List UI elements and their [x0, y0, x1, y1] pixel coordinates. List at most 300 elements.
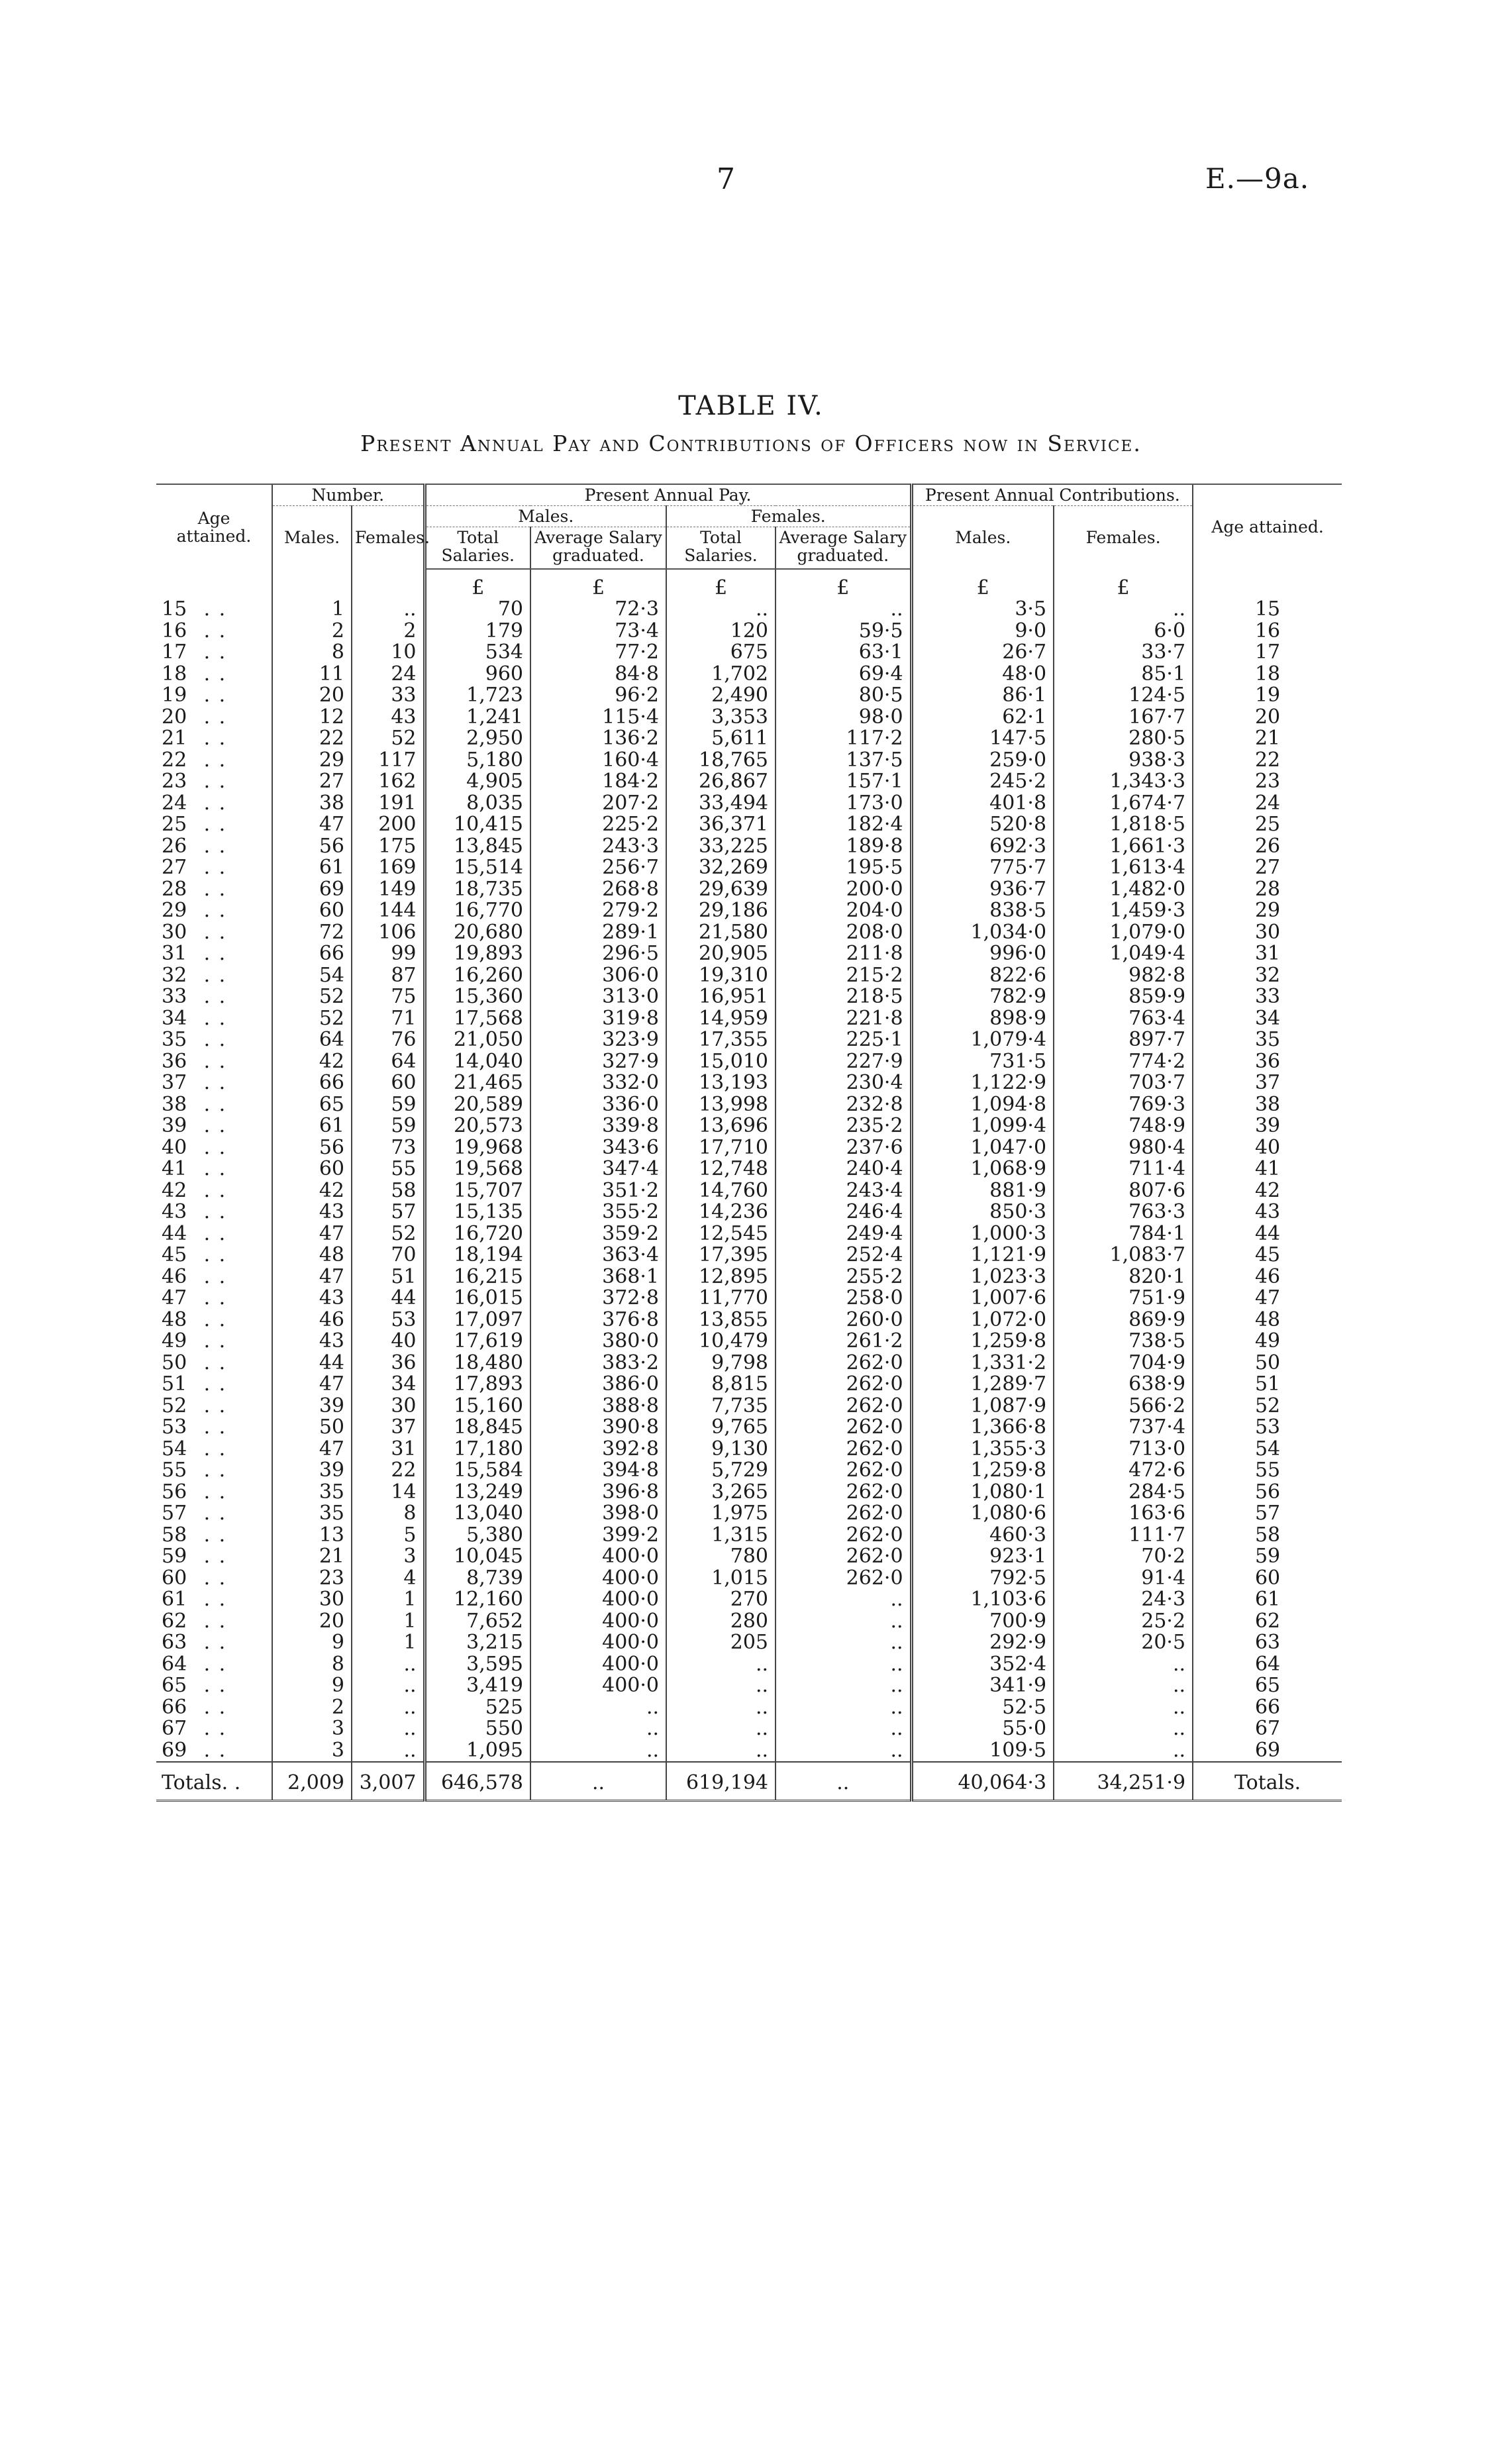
age-value: 67: [162, 1717, 187, 1740]
females-total-salaries-cell: 7,735: [666, 1396, 776, 1417]
males-count-cell: 56: [272, 836, 352, 858]
age-cell-right: 28: [1193, 879, 1342, 901]
age-cell: [156, 621, 272, 642]
males-contribution-cell: 1,079·4: [911, 1029, 1054, 1051]
males-average-salary-cell: 400·0: [530, 1568, 666, 1590]
age-value: 56: [162, 1480, 187, 1504]
age-cell: [156, 1374, 272, 1396]
females-average-salary-cell: ..: [776, 1740, 911, 1763]
females-contribution-cell: 1,613·4: [1054, 857, 1193, 879]
age-value: 29: [162, 899, 187, 922]
age-value: 25: [162, 813, 187, 836]
females-count-cell: ..: [352, 599, 425, 621]
males-total-salaries-cell: 534: [425, 642, 530, 664]
leader-dots: . .: [203, 1502, 227, 1525]
table-row: [156, 1740, 1342, 1763]
males-total-salaries-cell: 8,739: [425, 1568, 530, 1590]
males-average-salary-cell: 313·0: [530, 986, 666, 1008]
males-contribution-cell: 55·0: [911, 1718, 1054, 1740]
females-count-cell: 58: [352, 1180, 425, 1202]
age-cell-right: 48: [1193, 1309, 1342, 1331]
unit-label: £: [666, 569, 776, 599]
table-row: [156, 1094, 1342, 1116]
age-cell: [156, 1718, 272, 1740]
females-count-cell: 36: [352, 1353, 425, 1374]
females-average-salary-cell: 80·5: [776, 685, 911, 707]
males-contribution-cell: 850·3: [911, 1202, 1054, 1223]
males-average-salary-cell: 339·8: [530, 1115, 666, 1137]
males-contribution-cell: 775·7: [911, 857, 1054, 879]
males-average-salary-cell: 289·1: [530, 922, 666, 944]
males-total-salaries-cell: 19,893: [425, 943, 530, 965]
females-total-salaries-cell: 3,265: [666, 1482, 776, 1504]
leader-dots: . .: [203, 1200, 227, 1223]
age-cell-right: 36: [1193, 1051, 1342, 1073]
age-value: 26: [162, 834, 187, 858]
males-contribution-cell: 460·3: [911, 1525, 1054, 1547]
males-average-salary-cell: 394·8: [530, 1460, 666, 1482]
age-attained-header: Age attained.: [156, 484, 272, 569]
males-average-salary-cell: 160·4: [530, 750, 666, 772]
males-average-salary-cell: 399·2: [530, 1525, 666, 1547]
table-row: [156, 1439, 1342, 1461]
table-row: [156, 621, 1342, 642]
males-total-salaries-cell: 17,893: [425, 1374, 530, 1396]
pay-males-header: Males.: [425, 506, 666, 527]
age-value: 34: [162, 1006, 187, 1030]
males-total-salaries-cell: 20,573: [425, 1115, 530, 1137]
males-average-salary-cell: 136·2: [530, 728, 666, 750]
age-value: 42: [162, 1178, 187, 1202]
females-contribution-cell: 703·7: [1054, 1072, 1193, 1094]
males-contribution-cell: 1,007·6: [911, 1288, 1054, 1309]
males-average-salary-cell: 400·0: [530, 1632, 666, 1654]
age-cell-right: 55: [1193, 1460, 1342, 1482]
females-total-salaries-cell: ..: [666, 599, 776, 621]
age-cell-right: 67: [1193, 1718, 1342, 1740]
females-contribution-cell: 1,083·7: [1054, 1245, 1193, 1266]
females-average-salary-cell: 262·0: [776, 1460, 911, 1482]
age-cell-right: 40: [1193, 1137, 1342, 1159]
females-contribution-cell: 711·4: [1054, 1158, 1193, 1180]
females-average-salary-cell: ..: [776, 1632, 911, 1654]
age-value: 49: [162, 1329, 187, 1353]
leader-dots: . .: [203, 1631, 227, 1654]
table-row: [156, 1223, 1342, 1245]
age-cell-right: 63: [1193, 1632, 1342, 1654]
table-row: [156, 685, 1342, 707]
leader-dots: . .: [203, 813, 227, 836]
males-average-salary-cell: 383·2: [530, 1353, 666, 1374]
document-reference: E.—9a.: [1205, 162, 1310, 195]
females-count-cell: 106: [352, 922, 425, 944]
males-count-cell: 43: [272, 1331, 352, 1353]
age-cell: [156, 1482, 272, 1504]
males-average-salary-cell: 279·2: [530, 900, 666, 922]
males-total-salaries-cell: 15,514: [425, 857, 530, 879]
age-cell: [156, 1309, 272, 1331]
males-contribution-cell: 62·1: [911, 707, 1054, 729]
males-contribution-cell: 792·5: [911, 1568, 1054, 1590]
table-row: [156, 922, 1342, 944]
males-total-salaries-cell: 21,465: [425, 1072, 530, 1094]
males-salaries-total: 646,578: [425, 1762, 530, 1801]
age-cell: [156, 1245, 272, 1266]
males-count-cell: 12: [272, 707, 352, 729]
age-cell: [156, 1654, 272, 1676]
leader-dots: . .: [203, 1286, 227, 1309]
females-total-salaries-cell: 1,315: [666, 1525, 776, 1547]
males-average-salary-cell: 359·2: [530, 1223, 666, 1245]
table-row: [156, 1051, 1342, 1073]
females-average-salary-cell: ..: [776, 1718, 911, 1740]
females-total-salaries-cell: 13,193: [666, 1072, 776, 1094]
males-contribution-cell: 731·5: [911, 1051, 1054, 1073]
age-value: 18: [162, 662, 187, 686]
leader-dots: . .: [203, 1308, 227, 1331]
females-contribution-cell: 820·1: [1054, 1266, 1193, 1288]
males-total-salaries-cell: 2,950: [425, 728, 530, 750]
females-total-salaries-cell: 17,395: [666, 1245, 776, 1266]
females-contribution-cell: 163·6: [1054, 1503, 1193, 1525]
leader-dots: . .: [203, 963, 227, 987]
table-row: [156, 836, 1342, 858]
males-contribution-cell: 1,103·6: [911, 1589, 1054, 1611]
females-count-cell: 5: [352, 1525, 425, 1547]
females-total-salaries-cell: 21,580: [666, 922, 776, 944]
table-row: [156, 771, 1342, 793]
males-count-cell: 13: [272, 1525, 352, 1547]
females-count-cell: 34: [352, 1374, 425, 1396]
age-cell: [156, 857, 272, 879]
females-total-salaries-header: Total Salaries.: [666, 527, 776, 570]
males-count-cell: 35: [272, 1482, 352, 1504]
age-cell-right: 53: [1193, 1417, 1342, 1439]
age-cell-right: 21: [1193, 728, 1342, 750]
leader-dots: . .: [203, 877, 227, 901]
age-value: 47: [162, 1286, 187, 1309]
leader-dots: . .: [203, 834, 227, 858]
females-average-salary-cell: 252·4: [776, 1245, 911, 1266]
age-cell: [156, 814, 272, 836]
males-average-salary-cell: 351·2: [530, 1180, 666, 1202]
males-contribution-cell: 1,099·4: [911, 1115, 1054, 1137]
males-count-cell: 8: [272, 1654, 352, 1676]
age-cell-right: 24: [1193, 793, 1342, 815]
females-average-salary-cell: 173·0: [776, 793, 911, 815]
leader-dots: . .: [203, 1178, 227, 1202]
age-cell: [156, 1008, 272, 1030]
females-contribution-cell: 70·2: [1054, 1546, 1193, 1568]
males-contribution-cell: 1,121·9: [911, 1245, 1054, 1266]
age-cell-right: 18: [1193, 664, 1342, 686]
males-total-salaries-cell: 15,584: [425, 1460, 530, 1482]
females-contribution-cell: 20·5: [1054, 1632, 1193, 1654]
females-average-salary-cell: 69·4: [776, 664, 911, 686]
females-contribution-cell: 807·6: [1054, 1180, 1193, 1202]
females-total-salaries-cell: 13,696: [666, 1115, 776, 1137]
males-total-salaries-cell: 18,845: [425, 1417, 530, 1439]
males-total-salaries-cell: 17,097: [425, 1309, 530, 1331]
males-average-salary-cell: 400·0: [530, 1675, 666, 1697]
age-value: 22: [162, 748, 187, 772]
totals-label-right: Totals.: [1193, 1762, 1342, 1801]
males-contribution-cell: 1,000·3: [911, 1223, 1054, 1245]
leader-dots: . .: [203, 1674, 227, 1697]
leader-dots: . .: [203, 899, 227, 922]
age-value: 57: [162, 1502, 187, 1525]
females-average-salary-cell: 262·0: [776, 1374, 911, 1396]
males-contribution-cell: 936·7: [911, 879, 1054, 901]
age-cell: [156, 1611, 272, 1633]
males-count-cell: 52: [272, 1008, 352, 1030]
females-count-cell: 22: [352, 1460, 425, 1482]
age-cell-right: 66: [1193, 1697, 1342, 1719]
number-header: Number.: [272, 484, 425, 506]
table-row: [156, 1546, 1342, 1568]
females-contribution-cell: 1,661·3: [1054, 836, 1193, 858]
males-count-cell: 39: [272, 1460, 352, 1482]
males-total-salaries-cell: 17,568: [425, 1008, 530, 1030]
females-total-salaries-cell: 9,130: [666, 1439, 776, 1461]
males-count-cell: 72: [272, 922, 352, 944]
males-total-salaries-cell: 3,215: [425, 1632, 530, 1654]
males-count-cell: 2: [272, 1697, 352, 1719]
age-value: 59: [162, 1545, 187, 1568]
table-row: [156, 1611, 1342, 1633]
males-total-salaries-cell: 13,040: [425, 1503, 530, 1525]
leader-dots: . .: [203, 1523, 227, 1547]
males-total-salaries-cell: 10,045: [425, 1546, 530, 1568]
males-average-salary-cell: 400·0: [530, 1589, 666, 1611]
males-total-salaries-cell: 1,723: [425, 685, 530, 707]
females-average-salary-cell: 262·0: [776, 1417, 911, 1439]
age-value: 55: [162, 1459, 187, 1482]
females-contribution-cell: 980·4: [1054, 1137, 1193, 1159]
females-count-cell: 59: [352, 1094, 425, 1116]
males-total-salaries-cell: 12,160: [425, 1589, 530, 1611]
leader-dots: . .: [203, 1028, 227, 1051]
age-cell: [156, 1740, 272, 1763]
females-average-salary-cell: 221·8: [776, 1008, 911, 1030]
age-cell: [156, 900, 272, 922]
males-average-salary-cell: 73·4: [530, 621, 666, 642]
contrib-females-header: Females.: [1054, 506, 1193, 570]
females-count-cell: 51: [352, 1266, 425, 1288]
females-average-salary-cell: 249·4: [776, 1223, 911, 1245]
females-total-salaries-cell: 2,490: [666, 685, 776, 707]
age-cell-right: 19: [1193, 685, 1342, 707]
leader-dots: . .: [203, 920, 227, 944]
females-contribution-cell: ..: [1054, 1654, 1193, 1676]
females-total-salaries-cell: 5,729: [666, 1460, 776, 1482]
males-count-cell: 47: [272, 1223, 352, 1245]
females-count-cell: ..: [352, 1675, 425, 1697]
males-count-cell: 8: [272, 642, 352, 664]
age-cell-right: 45: [1193, 1245, 1342, 1266]
males-total-salaries-cell: 15,160: [425, 1396, 530, 1417]
females-count-cell: ..: [352, 1654, 425, 1676]
females-total-salaries-cell: 780: [666, 1546, 776, 1568]
leader-dots: . .: [203, 1459, 227, 1482]
table-row: [156, 1137, 1342, 1159]
males-total-salaries-cell: 525: [425, 1697, 530, 1719]
males-count-cell: 56: [272, 1137, 352, 1159]
males-total-salaries-cell: 19,968: [425, 1137, 530, 1159]
age-cell: [156, 599, 272, 621]
leader-dots: . .: [203, 684, 227, 707]
totals-row: [156, 1762, 1342, 1801]
males-count-cell: 3: [272, 1740, 352, 1763]
females-count-cell: 31: [352, 1439, 425, 1461]
age-value: 60: [162, 1566, 187, 1590]
leader-dots: . .: [203, 619, 227, 642]
females-total-salaries-cell: 120: [666, 621, 776, 642]
age-cell-right: 49: [1193, 1331, 1342, 1353]
females-contribution-cell: 1,459·3: [1054, 900, 1193, 922]
table-row: [156, 943, 1342, 965]
females-count-cell: 60: [352, 1072, 425, 1094]
males-total-salaries-header: Total Salaries.: [425, 527, 530, 570]
age-cell: [156, 1223, 272, 1245]
age-value: 23: [162, 770, 187, 793]
males-average-salary-cell: ..: [530, 1697, 666, 1719]
females-contribution-cell: 167·7: [1054, 707, 1193, 729]
age-cell: [156, 1589, 272, 1611]
age-cell: [156, 1115, 272, 1137]
leader-dots: . .: [203, 1092, 227, 1116]
females-count-cell: 71: [352, 1008, 425, 1030]
age-value: 27: [162, 856, 187, 879]
females-contribution-cell: 25·2: [1054, 1611, 1193, 1633]
males-contribution-cell: 881·9: [911, 1180, 1054, 1202]
males-average-salary-cell: 184·2: [530, 771, 666, 793]
age-value: 53: [162, 1415, 187, 1439]
age-cell: [156, 1697, 272, 1719]
females-count-cell: 44: [352, 1288, 425, 1309]
leader-dots: . .: [203, 1135, 227, 1159]
males-count-cell: 60: [272, 900, 352, 922]
males-average-salary-cell: 225·2: [530, 814, 666, 836]
males-total-salaries-cell: 7,652: [425, 1611, 530, 1633]
table-row: [156, 1654, 1342, 1676]
males-count-total: 2,009: [272, 1762, 352, 1801]
males-count-cell: 66: [272, 1072, 352, 1094]
table-row: [156, 599, 1342, 621]
leader-dots: . .: [203, 856, 227, 879]
females-average-salary-cell: 246·4: [776, 1202, 911, 1223]
males-contribution-cell: 147·5: [911, 728, 1054, 750]
leader-dots: . .: [203, 1329, 227, 1353]
age-cell-right: 51: [1193, 1374, 1342, 1396]
males-average-salary-cell: 355·2: [530, 1202, 666, 1223]
females-total-salaries-cell: 29,639: [666, 879, 776, 901]
table-row: [156, 1353, 1342, 1374]
females-contribution-cell: 1,049·4: [1054, 943, 1193, 965]
age-cell: [156, 1202, 272, 1223]
males-average-salary-cell: ..: [530, 1740, 666, 1763]
females-average-salary-cell: 195·5: [776, 857, 911, 879]
females-average-salary-cell: ..: [776, 1675, 911, 1697]
table-row: [156, 1396, 1342, 1417]
females-contribution-cell: 124·5: [1054, 685, 1193, 707]
females-contribution-cell: ..: [1054, 599, 1193, 621]
females-average-salary-cell: 208·0: [776, 922, 911, 944]
males-average-salary-cell: 72·3: [530, 599, 666, 621]
table-row: [156, 1266, 1342, 1288]
males-count-cell: 42: [272, 1051, 352, 1073]
age-cell: [156, 986, 272, 1008]
females-contribution-cell: 737·4: [1054, 1417, 1193, 1439]
males-contribution-cell: 1,080·6: [911, 1503, 1054, 1525]
table-row: [156, 1072, 1342, 1094]
males-count-cell: 69: [272, 879, 352, 901]
age-value: 45: [162, 1243, 187, 1266]
males-total-salaries-cell: 5,180: [425, 750, 530, 772]
males-average-salary-cell: 380·0: [530, 1331, 666, 1353]
females-total-salaries-cell: ..: [666, 1718, 776, 1740]
age-cell: [156, 728, 272, 750]
age-cell-right: 38: [1193, 1094, 1342, 1116]
females-total-salaries-cell: 14,236: [666, 1202, 776, 1223]
females-total-salaries-cell: 17,355: [666, 1029, 776, 1051]
females-total-salaries-cell: ..: [666, 1740, 776, 1763]
females-salaries-total: 619,194: [666, 1762, 776, 1801]
males-count-cell: 60: [272, 1158, 352, 1180]
age-cell: [156, 1094, 272, 1116]
leader-dots: . .: [203, 1351, 227, 1374]
females-total-salaries-cell: 33,225: [666, 836, 776, 858]
females-count-cell: ..: [352, 1697, 425, 1719]
males-contribution-cell: 1,259·8: [911, 1460, 1054, 1482]
units-row: [156, 569, 1342, 599]
females-count-cell: 169: [352, 857, 425, 879]
females-contribution-cell: 763·3: [1054, 1202, 1193, 1223]
age-cell-right: 33: [1193, 986, 1342, 1008]
females-average-salary-cell: 230·4: [776, 1072, 911, 1094]
females-contributions-total: 34,251·9: [1054, 1762, 1193, 1801]
age-value: 62: [162, 1609, 187, 1633]
table-row: [156, 642, 1342, 664]
age-cell: [156, 1288, 272, 1309]
age-cell-right: 22: [1193, 750, 1342, 772]
females-average-salary-cell: 218·5: [776, 986, 911, 1008]
males-average-salary-header: Average Salary graduated.: [530, 527, 666, 570]
females-count-cell: 3: [352, 1546, 425, 1568]
females-average-salary-cell: 255·2: [776, 1266, 911, 1288]
females-count-cell: 10: [352, 642, 425, 664]
females-count-cell: 30: [352, 1396, 425, 1417]
table-row: [156, 1115, 1342, 1137]
females-total-salaries-cell: 16,951: [666, 986, 776, 1008]
age-cell: [156, 943, 272, 965]
males-count-cell: 11: [272, 664, 352, 686]
age-cell-right: 15: [1193, 599, 1342, 621]
age-cell-right: 39: [1193, 1115, 1342, 1137]
females-count-cell: 149: [352, 879, 425, 901]
age-cell: [156, 1503, 272, 1525]
table-row: [156, 707, 1342, 729]
females-total-salaries-cell: 675: [666, 642, 776, 664]
age-value: 35: [162, 1028, 187, 1051]
females-total-salaries-cell: 1,975: [666, 1503, 776, 1525]
males-total-salaries-cell: 21,050: [425, 1029, 530, 1051]
leader-dots: . .: [203, 985, 227, 1008]
males-count-cell: 9: [272, 1675, 352, 1697]
age-cell-right: 60: [1193, 1568, 1342, 1590]
males-contribution-cell: 700·9: [911, 1611, 1054, 1633]
age-value: 36: [162, 1049, 187, 1073]
